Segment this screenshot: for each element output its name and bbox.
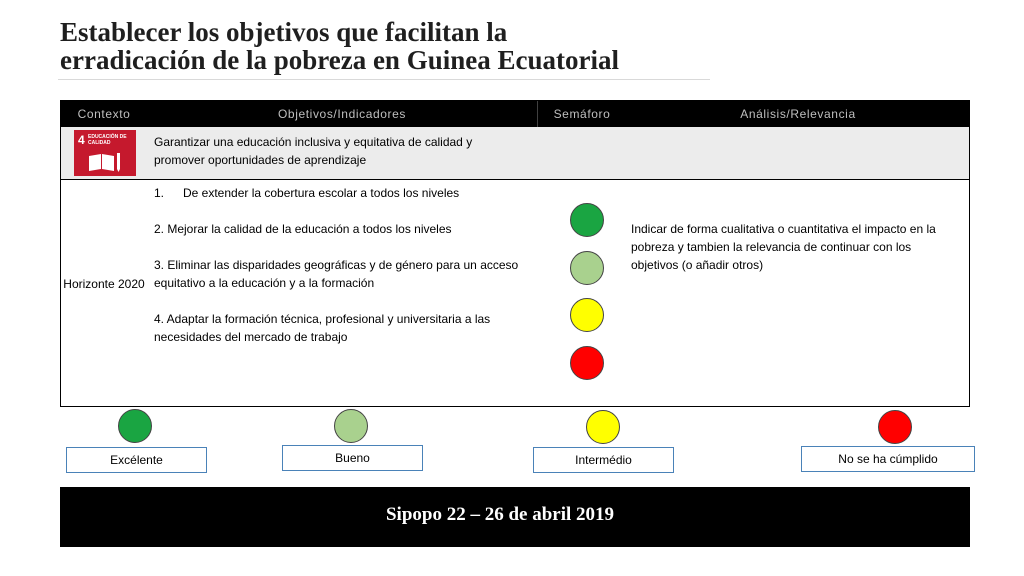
legend-light-no-cumplido (878, 410, 912, 444)
sdg-label: EDUCACIÓN DE CALIDAD (88, 134, 127, 146)
objectives-row (61, 180, 969, 406)
analysis-text: Indicar de forma cualitativa o cuantitativa el impacto en la pobreza y tambien la relevancia de continuar con los objetivos (o añadir otros) (631, 222, 936, 272)
traffic-light-red (570, 346, 604, 380)
header-objetivos: Objetivos/Indicadores (278, 107, 406, 121)
goal-text: Garantizar una educación inclusiva y equitativa de calidad y promover oportunidades de aprendizaje (154, 135, 473, 167)
title-divider (58, 79, 710, 80)
footer-text: Sipopo 22 – 26 de abril 2019 (385, 504, 615, 525)
legend-light-intermedio (586, 410, 620, 444)
objective-text: De extender la cobertura escolar a todos los niveles (183, 186, 460, 200)
header-analisis: Análisis/Relevancia (740, 107, 856, 121)
objective-item: 4. Adaptar la formación técnica, profesional y universitaria a las necesidades del mercado de trabajo (154, 312, 491, 344)
sdg-number: 4 (78, 133, 85, 147)
page-title (60, 18, 760, 74)
sdg-4-badge (74, 130, 136, 176)
legend-light-excelente (118, 409, 152, 443)
goal-row (61, 127, 969, 180)
title-line-1: Establecer los objetivos que facilitan la (60, 17, 508, 47)
objective-item: 3. Eliminar las disparidades geográficas y de género para un acceso equitativo a la educación y a la formación (154, 258, 519, 290)
header-semaforo: Semáforo (553, 107, 611, 121)
objectives-table (60, 100, 970, 407)
traffic-light-yellow (570, 298, 604, 332)
book-pencil-icon (87, 152, 123, 172)
legend-label-no-cumplido: No se ha cúmplido (801, 446, 975, 472)
legend-label-excelente: Excélente (66, 447, 207, 473)
legend-light-bueno (334, 409, 368, 443)
objective-item (154, 184, 539, 202)
header-contexto: Contexto (77, 107, 131, 121)
legend-label-intermedio: Intermédio (533, 447, 674, 473)
table-header (61, 101, 969, 127)
horizon-label: Horizonte 2020 (63, 277, 145, 291)
objectives-list (154, 184, 539, 364)
objective-item: 2. Mejorar la calidad de la educación a todos los niveles (154, 222, 452, 236)
footer-banner (60, 487, 970, 547)
traffic-light-lightgreen (570, 251, 604, 285)
objective-number: 1. (154, 186, 165, 200)
title-line-2: erradicación de la pobreza en Guinea Ecuatorial (60, 45, 619, 75)
legend-label-bueno: Bueno (282, 445, 423, 471)
traffic-light-green (570, 203, 604, 237)
